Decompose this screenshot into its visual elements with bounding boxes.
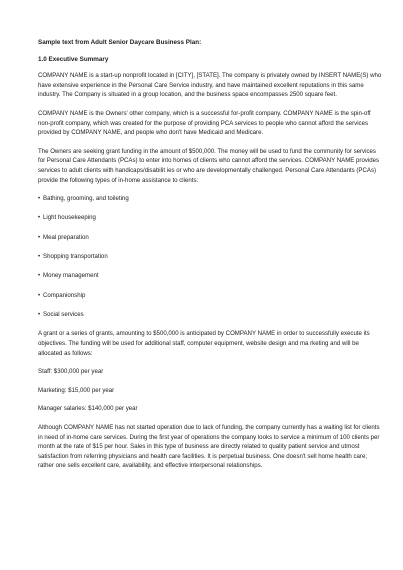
bullet-icon: •	[38, 252, 41, 260]
allocation-marketing: Marketing: $15,000 per year	[38, 386, 115, 394]
list-item: • Bathing, grooming, and toileting	[38, 195, 129, 203]
services-list	[38, 194, 383, 319]
list-item: • Social services	[38, 310, 84, 318]
allocation-staff: Staff: $300,000 per year	[38, 368, 104, 376]
bullet-icon: •	[38, 291, 41, 299]
list-item: • Light housekeeping	[38, 214, 96, 222]
funding-paragraph: The Owners are seeking grant funding in the amount of $500,000. The money will be used to fund the community for services for Personal Care Attendants (PCAs) to enter into homes of clients who cannot afford the services. COMPANY NAME provides services to adult clients with handicaps/disabilit ies or who are developmentally challenged. Personal Care Attendants (PCAs) provide the following types of in-home assistance to clients:	[38, 147, 380, 184]
bullet-icon: •	[38, 310, 41, 318]
list-item: • Meal preparation	[38, 233, 89, 241]
grant-paragraph: A grant or a series of grants, amounting to $500,000 is anticipated by COMPANY NAME in order to successfully execute its objectives. The funding will be used for additional staff, computer equipment, website design and ma rketing and will be allocated as follows:	[38, 330, 370, 357]
bullet-icon: •	[38, 195, 41, 203]
bullet-icon: •	[38, 272, 41, 280]
list-item: • Money management	[38, 272, 99, 280]
list-item: • Companionship	[38, 291, 86, 299]
section-heading: 1.0 Executive Summary	[38, 55, 109, 63]
document-title: Sample text from Adult Senior Daycare Business Plan:	[38, 39, 202, 46]
intro-paragraph: COMPANY NAME is a start-up nonprofit located in [CITY], [STATE]. The company is privately owned by INSERT NAME(S) who have extensive experience in the Personal Care Service industry, and have maintained excellent reputations in this same industry. The Company is situated in a group location, and the business space encompasses 2500 square feet.	[38, 72, 382, 99]
owners-paragraph: COMPANY NAME is the Owners' other company, which is a successful for-profit company. COMPANY NAME is the spin-off non-profit company, which was created for the purpose of providing PCA services to people who cannot afford the services provided by COMPANY NAME, and people who don't have Medicaid and Medicare.	[38, 109, 371, 137]
bullet-icon: •	[38, 214, 41, 222]
allocation-manager-salaries: Manager salaries: $140,000 per year	[38, 405, 138, 413]
closing-paragraph: Although COMPANY NAME has not started operation due to lack of funding, the company currently has a waiting list for clients in need of in-home care services. During the first year of operations the company looks to service a minimum of 100 clients per month at the rate of $15 per hour. Sales in this type of business are directly related to quality patient service and utmost satisfaction from referring physicians and health care facilities. It is perpetual business. One doesn't sell home health care; rather one sells excellent care, availability, and effective interpersonal relationships.	[38, 423, 380, 470]
list-item: • Shopping transportation	[38, 252, 108, 260]
bullet-icon: •	[38, 233, 41, 241]
